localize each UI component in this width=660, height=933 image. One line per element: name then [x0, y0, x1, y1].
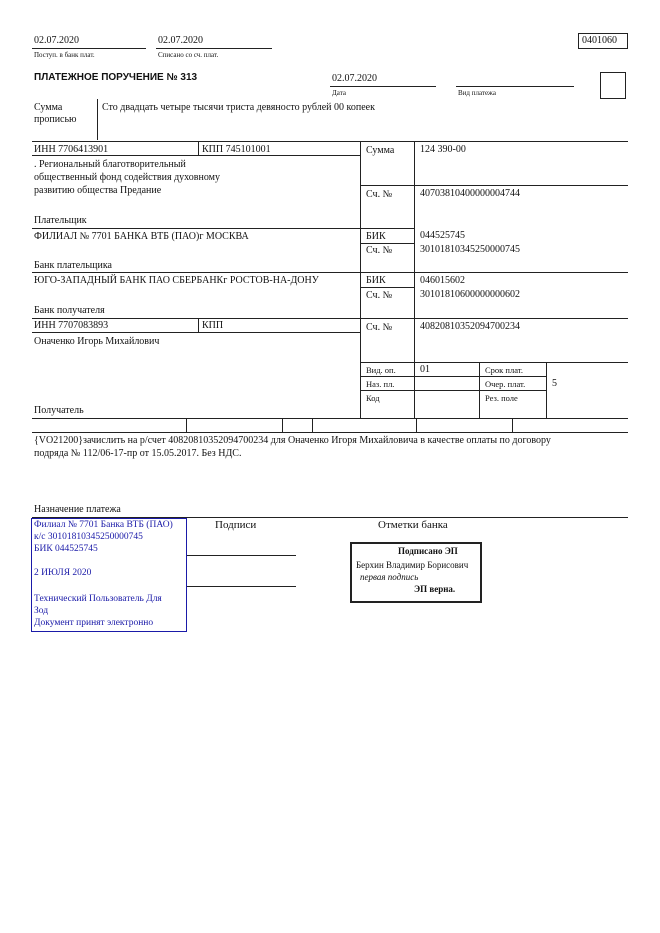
- stamp-line: Зод: [34, 606, 49, 616]
- payee-acc-label: Сч. №: [366, 322, 393, 333]
- debited-date: 02.07.2020: [158, 35, 203, 46]
- bank-marks-label: Отметки банка: [378, 519, 448, 531]
- payer-name-line: . Региональный благотворительный: [34, 159, 186, 170]
- debited-label: Списано со сч. плат.: [158, 51, 219, 59]
- payment-type-label: Вид платежа: [458, 89, 497, 97]
- stamp-line: БИК 044525745: [34, 544, 98, 554]
- divider: [282, 418, 283, 432]
- divider: [156, 48, 272, 49]
- signature-line: [186, 586, 296, 587]
- signatures-label: Подписи: [215, 519, 257, 531]
- purpose-line: {VO21200}зачислить на р/счет 40820810352094700234 для Оначенко Игоря Михайловича в качестве оплаты по договору: [34, 435, 551, 446]
- term-label: Срок плат.: [485, 365, 523, 375]
- order-date: 02.07.2020: [332, 73, 377, 84]
- payee-kpp: КПП: [202, 320, 224, 331]
- payee-bik-label: БИК: [366, 275, 386, 286]
- purpose-label: Назначение платежа: [34, 504, 121, 515]
- payer-name-line: развитию общества Предание: [34, 185, 162, 196]
- divider: [360, 185, 628, 186]
- payee-acc: 40820810352094700234: [420, 321, 520, 332]
- payer-bik-label: БИК: [366, 231, 386, 242]
- payer-bik: 044525745: [420, 230, 465, 241]
- op-type-label: Вид. оп.: [366, 365, 396, 375]
- divider: [32, 272, 628, 273]
- payer-account: 40703810400000004744: [420, 188, 520, 199]
- payee-bank-name: ЮГО-ЗАПАДНЫЙ БАНК ПАО СБЕРБАНКг РОСТОВ-НА-ДОНУ: [34, 275, 319, 286]
- sum-label: Сумма: [366, 145, 395, 156]
- date-label: Дата: [332, 89, 346, 97]
- divider: [32, 48, 146, 49]
- divider: [479, 362, 480, 418]
- op-type: 01: [420, 364, 430, 375]
- payee-inn: ИНН 7707083893: [34, 320, 109, 331]
- divider: [360, 243, 414, 244]
- payer-bank-label: Банк плательщика: [34, 260, 112, 271]
- status-box: [600, 72, 626, 99]
- divider: [512, 418, 513, 432]
- payer-account-label: Сч. №: [366, 189, 393, 200]
- payee-bik: 046015602: [420, 275, 465, 286]
- divider: [360, 287, 414, 288]
- stamp-line: Документ принят электронно: [34, 618, 154, 628]
- stamp-line: к/с 30101810345250000745: [34, 532, 143, 542]
- payee-bank-label: Банк получателя: [34, 305, 105, 316]
- divider: [330, 86, 436, 87]
- ep-first-signature: первая подпись: [360, 572, 419, 582]
- purpose-code-label: Наз. пл.: [366, 379, 395, 389]
- divider: [456, 86, 574, 87]
- divider: [198, 141, 199, 155]
- divider: [416, 418, 417, 432]
- payer-label: Плательщик: [34, 215, 87, 226]
- divider: [546, 362, 547, 418]
- divider: [97, 99, 98, 140]
- divider: [32, 418, 628, 419]
- amount-words-label-2: прописью: [34, 114, 77, 125]
- divider: [32, 141, 628, 142]
- ep-valid: ЭП верна.: [414, 584, 456, 594]
- amount-words-label: Сумма: [34, 102, 63, 113]
- divider: [32, 318, 628, 319]
- divider: [312, 418, 313, 432]
- code-label: Код: [366, 393, 380, 403]
- sum-value: 124 390-00: [420, 144, 466, 155]
- payer-bank-name: ФИЛИАЛ № 7701 БАНКА ВТБ (ПАО)г МОСКВА: [34, 231, 249, 242]
- received-label: Поступ. в банк плат.: [34, 51, 95, 59]
- stamp-line: Филиал № 7701 Банка ВТБ (ПАО): [34, 520, 173, 530]
- page-title: ПЛАТЕЖНОЕ ПОРУЧЕНИЕ № 313: [34, 72, 198, 83]
- amount-words: Сто двадцать четыре тысячи триста девяносто рублей 00 копеек: [102, 102, 375, 113]
- stamp-line: Технический Пользователь Для: [34, 594, 162, 604]
- divider: [32, 155, 360, 156]
- purpose-line: подряда № 112/06-17-пр от 15.05.2017. Без НДС.: [34, 448, 242, 459]
- divider: [360, 390, 546, 391]
- divider: [32, 332, 360, 333]
- payer-name-line: общественный фонд содействия духовному: [34, 172, 221, 183]
- reserve-label: Рез. поле: [485, 393, 518, 403]
- payer-bank-acc: 30101810345250000745: [420, 244, 520, 255]
- payer-kpp: КПП 745101001: [202, 144, 271, 155]
- priority-value: 5: [552, 378, 557, 389]
- payee-name: Оначенко Игорь Михайлович: [34, 336, 160, 347]
- divider: [186, 418, 187, 432]
- divider: [360, 376, 546, 377]
- payee-bank-acc: 30101810600000000602: [420, 289, 520, 300]
- stamp-date: 2 ИЮЛЯ 2020: [34, 568, 92, 578]
- ep-signer: Берхин Владимир Борисович: [356, 560, 469, 570]
- divider: [32, 228, 360, 229]
- divider: [360, 228, 414, 229]
- payer-inn: ИНН 7706413901: [34, 144, 109, 155]
- form-code: 0401060: [582, 35, 617, 46]
- divider: [360, 362, 628, 363]
- payee-label: Получатель: [34, 405, 84, 416]
- payee-bank-acc-label: Сч. №: [366, 290, 393, 301]
- payer-bank-acc-label: Сч. №: [366, 245, 393, 256]
- signature-line: [186, 555, 296, 556]
- received-date: 02.07.2020: [34, 35, 79, 46]
- divider: [198, 318, 199, 332]
- divider: [32, 432, 628, 433]
- ep-title: Подписано ЭП: [398, 546, 458, 556]
- priority-label: Очер. плат.: [485, 379, 526, 389]
